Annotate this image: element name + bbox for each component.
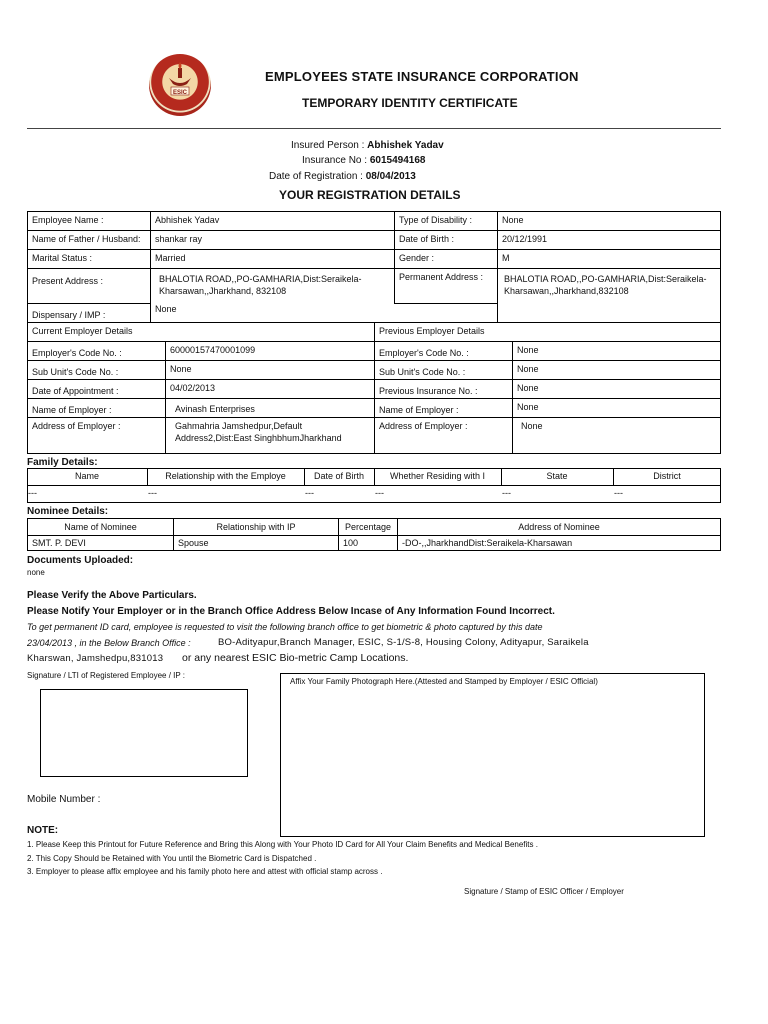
dob-label: Date of Birth : [399,234,455,244]
nominee-row-relationship: Spouse [173,535,339,551]
prev-employer-address-value: None [521,421,543,431]
prev-code-value: None [517,345,539,355]
family-header-state: State [501,468,614,486]
cur-employer-address-value-cell [165,417,375,454]
father-label-cell [27,230,151,250]
note-title: NOTE: [27,825,59,836]
prev-subunit-value-cell [512,360,721,380]
verify-italic-date: 23/04/2013 , in the Below Branch Office : [27,638,191,648]
permanent-address-label-cell [394,268,498,304]
family-details-title: Family Details: [27,457,98,468]
family-header-relationship: Relationship with the Employe [147,468,305,486]
nominee-row-percentage: 100 [338,535,398,551]
prev-code-value-cell [512,341,721,361]
prev-code-label-cell [374,341,513,361]
family-header-name: Name [27,468,148,486]
father-value: shankar ray [155,234,203,244]
registration-value: 08/04/2013 [365,171,416,182]
cur-employer-address-label: Address of Employer : [32,421,121,431]
note-item-1: 1. Please Keep this Printout for Future Reference and Bring this Along with Your Photo ID Card for All Your Claim Benefits and Medical Benefits . [27,840,538,849]
nominee-header-name: Name of Nominee [27,518,174,536]
present-address-value-cell [150,268,395,304]
cur-employer-address-label-cell [27,417,166,454]
previous-employer-heading: Previous Employer Details [379,326,485,336]
camp-locations-text: or any nearest ESIC Bio-metric Camp Locations. [182,652,409,664]
dispensary-label-cell [27,303,151,323]
current-employer-heading-cell [27,322,375,342]
prev-subunit-label-cell [374,360,513,380]
nominee-details-title: Nominee Details: [27,506,109,517]
note-item-3: 3. Employer to please affix employee and his family photo here and attest with official stamp across . [27,867,383,876]
nominee-row-name: SMT. P. DEVI [27,535,174,551]
branch-address-line-2: Kharswan, Jamshedpu,831013 [27,653,164,664]
cur-employer-name-value-cell [165,398,375,418]
dob-value: 20/12/1991 [502,234,548,244]
marital-label-cell [27,249,151,269]
ip-row [291,140,444,151]
disability-value: None [502,215,524,225]
mobile-number-label: Mobile Number : [27,794,101,805]
stamp-label: Signature / Stamp of ESIC Officer / Employer [464,887,624,896]
signature-label: Signature / LTI of Registered Employee / IP : [27,671,186,680]
employee-name-label: Employee Name : [32,215,104,225]
family-header-district: District [653,471,681,481]
dob-value-cell [497,230,721,250]
prev-employer-name-value: None [517,402,539,412]
ip-label: Insured Person : [291,140,365,151]
cur-subunit-value: None [170,364,192,374]
ip-value: Abhishek Yadav [367,140,444,151]
prev-insurance-value-cell [512,379,721,399]
registration-label: Date of Registration : [269,171,363,182]
disability-label: Type of Disability : [399,215,473,225]
cur-code-value-cell [165,341,375,361]
insurance-value: 6015494168 [369,155,426,166]
cur-employer-address-value: Gahmahria Jamshedpur,Default Address2,Dist:East SinghbhumJharkhand [175,421,342,443]
father-value-cell [150,230,395,250]
cur-code-value: 60000157470001099 [170,345,256,355]
employee-name-value: Abhishek Yadav [155,215,220,225]
cur-code-label: Employer's Code No. : [32,348,122,358]
nominee-header-address: Address of Nominee [397,518,721,536]
family-row-dob: --- [305,488,314,498]
prev-insurance-value: None [517,383,539,393]
prev-employer-name-value-cell [512,398,721,418]
cur-employer-name-label-cell [27,398,166,418]
verify-italic-1: To get permanent ID card, employee is requested to visit the following branch office to get biometric & photo captured by this date [27,622,543,632]
permanent-address-label: Permanent Address : [399,272,484,282]
dob-label-cell [394,230,498,250]
org-title: EMPLOYEES STATE INSURANCE CORPORATION [265,69,579,84]
prev-employer-name-label: Name of Employer : [379,405,459,415]
current-employer-heading: Current Employer Details [32,326,133,336]
cur-subunit-label: Sub Unit's Code No. : [32,367,119,377]
employee-name-value-cell [150,211,395,231]
cur-subunit-value-cell [165,360,375,380]
family-row-name: --- [28,488,37,498]
verify-line-2: Please Notify Your Employer or in the Branch Office Address Below Incase of Any Information Found Incorrect. [27,606,555,617]
note-item-2: 2. This Copy Should be Retained with You until the Biometric Card is Dispatched . [27,854,317,863]
family-header-dob: Date of Birth [304,468,375,486]
dispensary-label: Dispensary / IMP : [32,310,106,320]
doc-title: TEMPORARY IDENTITY CERTIFICATE [302,96,518,110]
photo-label: Affix Your Family Photograph Here.(Attested and Stamped by Employer / ESIC Official) [290,677,598,686]
employee-name-label-cell [27,211,151,231]
photo-box [280,673,705,837]
cur-subunit-label-cell [27,360,166,380]
family-header-residing: Whether Residing with I [374,468,502,486]
appointment-value-cell [165,379,375,399]
lamp-emblem-icon [149,54,211,116]
gender-label-cell [394,249,498,269]
appointment-label-cell [27,379,166,399]
marital-value: Married [155,253,186,263]
prev-insurance-label-cell [374,379,513,399]
appointment-label: Date of Appointment : [32,386,119,396]
father-label: Name of Father / Husband: [32,234,141,244]
disability-label-cell [394,211,498,231]
gender-label: Gender : [399,253,435,263]
header-divider [27,128,721,129]
branch-address-line-1: BO-Adityapur,Branch Manager, ESIC, S-1/S-8, Housing Colony, Adityapur, Saraikela [218,637,589,648]
verify-line-1: Please Verify the Above Particulars. [27,590,197,601]
esic-logo [149,54,211,116]
registration-row [269,171,416,182]
present-address-label: Present Address : [32,276,104,286]
prev-employer-address-value-cell [512,417,721,454]
dispensary-value-cell [150,303,498,323]
family-row-district: --- [614,488,623,498]
prev-employer-address-label-cell [374,417,513,454]
cur-employer-name-label: Name of Employer : [32,405,112,415]
insurance-row [302,155,425,166]
nominee-header-relationship: Relationship with IP [173,518,339,536]
cur-employer-name-value: Avinash Enterprises [175,404,255,414]
prev-employer-name-label-cell [374,398,513,418]
nominee-header-percentage: Percentage [338,518,398,536]
family-row-state: --- [502,488,511,498]
disability-value-cell [497,211,721,231]
insurance-label: Insurance No : [302,155,368,166]
permanent-address-value: BHALOTIA ROAD,,PO-GAMHARIA,Dist:Seraikela-Kharsawan,,Jharkhand,832108 [504,274,707,296]
marital-value-cell [150,249,395,269]
present-address-value: BHALOTIA ROAD,,PO-GAMHARIA,Dist:Seraikela-Kharsawan,,Jharkhand, 832108 [159,274,362,296]
prev-insurance-label: Previous Insurance No. : [379,386,478,396]
prev-code-label: Employer's Code No. : [379,348,469,358]
prev-employer-address-label: Address of Employer : [379,421,468,431]
prev-subunit-value: None [517,364,539,374]
documents-value: none [27,568,45,577]
marital-label: Marital Status : [32,253,93,263]
signature-box [40,689,248,777]
appointment-value: 04/02/2013 [170,383,216,393]
family-row-residing: --- [375,488,384,498]
logo-text: ESIC [172,90,188,96]
previous-employer-heading-cell [374,322,721,342]
prev-subunit-label: Sub Unit's Code No. : [379,367,466,377]
family-row-relationship: --- [148,488,157,498]
nominee-row-address: -DO-,,JharkhandDist:Seraikela-Kharsawan [397,535,721,551]
gender-value-cell [497,249,721,269]
documents-title: Documents Uploaded: [27,555,134,566]
cur-code-label-cell [27,341,166,361]
permanent-address-value-cell [497,268,721,323]
dispensary-value: None [155,304,177,314]
gender-value: M [502,253,510,263]
registration-details-title: YOUR REGISTRATION DETAILS [279,188,461,202]
present-address-label-cell [27,268,151,304]
